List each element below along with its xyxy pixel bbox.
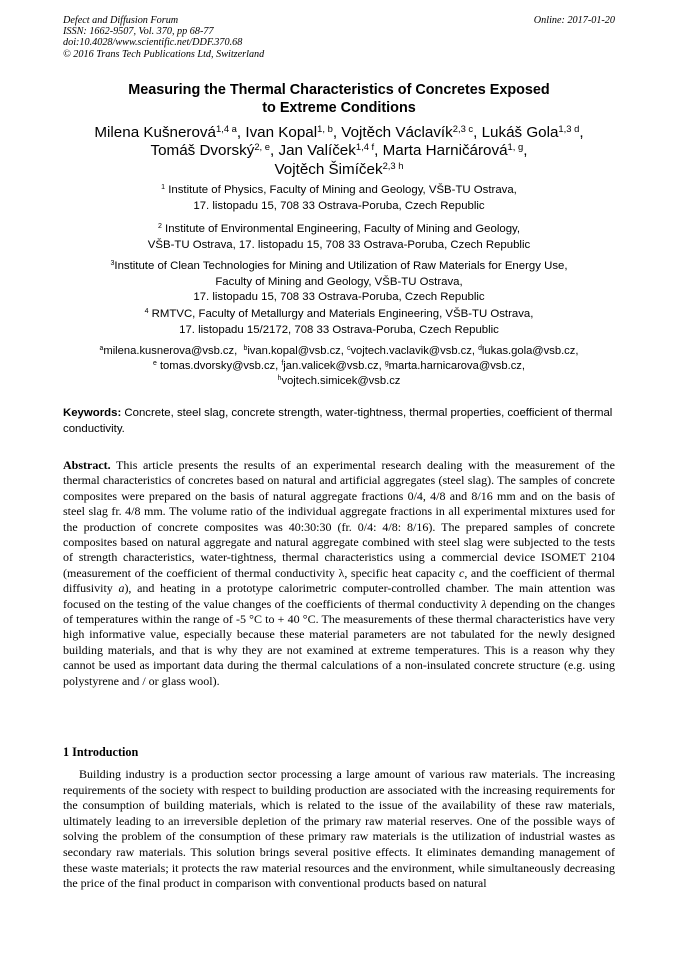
lambda-symbol: λ <box>338 565 345 580</box>
paper-title <box>63 82 615 117</box>
keywords <box>63 406 615 437</box>
lambda-symbol: λ <box>481 596 487 611</box>
affiliation-line: 17. listopadu 15, 708 33 Ostrava-Poruba, Czech Republic <box>193 199 485 212</box>
affiliation-4 <box>63 307 615 338</box>
author-sep: , <box>523 142 528 160</box>
email-sup: h <box>277 375 282 383</box>
affiliation-sup: 1 <box>161 184 166 192</box>
author-name: Marta Harničárová <box>382 142 508 160</box>
affiliation-line: Institute of Environmental Engineering, Faculty of Mining and Geology, <box>165 223 521 235</box>
journal-header <box>63 15 615 60</box>
email-address: milena.kusnerova@vsb.cz, <box>103 345 238 357</box>
affiliation-line: 17. listopadu 15/2172, 708 33 Ostrava-Poruba, Czech Republic <box>179 323 499 336</box>
email-sup: a <box>99 345 104 353</box>
email-address: marta.harnicarova@vsb.cz, <box>388 360 526 373</box>
keywords-label: Keywords: <box>63 407 122 419</box>
abstract-text: depending on the changes of temperatures within the range of -5 °C to + 40 °C. The measurements of these thermal characteristics have very high informative value, especially because these material parameters are not tabulated for the newly designed building materials, and that is why they are not examined at extreme temperatures. This is a reason why they cannot be used as important data during the thermal calculations of a non-insulated concrete structure (e.g. using polystyrene and / or glass wool). <box>63 596 616 688</box>
author-sep: , <box>236 124 246 141</box>
email-sup: f <box>281 360 284 368</box>
email-sup: g <box>384 360 389 368</box>
author-name: Jan Valíček <box>278 142 356 160</box>
author-sup: 2,3 h <box>382 159 404 171</box>
journal-issn: ISSN: 1662-9507, Vol. 370, pp 68-77 <box>63 26 214 38</box>
author-sep: , <box>374 142 383 160</box>
affiliation-sup: 4 <box>144 308 149 316</box>
affiliation-1 <box>63 183 615 214</box>
author-name: Ivan Kopal <box>245 124 318 141</box>
email-sup: d <box>478 345 482 353</box>
email-address: vojtech.vaclavik@vsb.cz, <box>350 345 475 357</box>
affiliation-3 <box>63 259 615 306</box>
affiliation-line: Institute of Clean Technologies for Mining and Utilization of Raw Materials for Energy Use, <box>114 260 568 272</box>
affiliation-line: VŠB-TU Ostrava, 17. listopadu 15, 708 33 Ostrava-Poruba, Czech Republic <box>147 238 531 251</box>
author-list <box>63 124 615 179</box>
author-name: Vojtěch Šimíček <box>274 160 383 178</box>
title-line-2: to Extreme Conditions <box>262 99 416 116</box>
author-name: Milena Kušnerová <box>94 124 216 141</box>
author-sep: , <box>473 124 482 141</box>
email-address: ivan.kopal@vsb.cz, <box>247 345 344 357</box>
email-address: tomas.dvorsky@vsb.cz, <box>159 360 279 373</box>
author-sup: 2, e <box>254 141 271 153</box>
journal-doi: doi:10.4028/www.scientific.net/DDF.370.68 <box>63 37 243 49</box>
email-sup: c <box>346 345 351 353</box>
section-heading-introduction: 1 Introduction <box>63 745 139 759</box>
affiliation-line: 17. listopadu 15, 708 33 Ostrava-Poruba, Czech Republic <box>193 291 485 304</box>
affiliation-sup: 3 <box>110 260 115 268</box>
author-sep: , <box>332 124 342 141</box>
abstract-text: , and the coefficient of thermal diffusivity <box>63 565 615 596</box>
abstract-text: This article presents the results of an experimental research dealing with the measurement of the thermal characteristics of concretes based on natural and artificial aggregates (steel slag). The samples of concrete composites were prepared on the basis of natural aggregate fractions 0/4, 4/8 and 8/16 mm and on the basis of steel slag fr. 4/8 mm. The volume ratio of the individual aggregate fractions in all experimental mixtures used for the production of concrete composites was 40:30:30 (fr. 0/4: 4/8: 8/16). The prepared samples of concrete composites based on natural aggregate and natural aggregate combined with steel slag were subjected to the tests of strength characteristics, water-tightness, thermal characteristics using a commercial device ISOMET 2104 (measurement of the coefficient of thermal conductivity <box>63 458 615 580</box>
author-sup: 1,3 d <box>558 122 580 134</box>
online-date: Online: 2017-01-20 <box>533 15 615 26</box>
abstract <box>63 458 615 689</box>
author-sup: 1,4 f <box>355 141 375 153</box>
affiliation-sup: 2 <box>157 223 162 231</box>
email-address: lukas.gola@vsb.cz, <box>481 345 579 357</box>
diffusivity-symbol: a <box>118 581 125 596</box>
author-sup: 1, g <box>507 141 524 153</box>
author-emails <box>63 344 615 390</box>
abstract-text: ), and heating in a prototype calorimetric computer-controlled chamber. The main attention was focused on the testing of the value changes of the coefficients of thermal conductivity <box>63 581 615 611</box>
email-address: vojtech.simicek@vsb.cz <box>281 375 401 388</box>
keywords-text: Concrete, steel slag, concrete strength, water-tightness, thermal properties, coefficient of thermal conductivity. <box>63 407 613 435</box>
email-address: jan.valicek@vsb.cz, <box>283 360 382 373</box>
affiliation-2 <box>63 222 615 253</box>
author-sup: 1,4 a <box>215 122 237 134</box>
heat-capacity-symbol: c <box>458 565 465 580</box>
email-sup: b <box>243 345 248 353</box>
abstract-label: Abstract. <box>63 458 111 472</box>
affiliation-line: Faculty of Mining and Geology, VŠB-TU Ostrava, <box>215 275 463 288</box>
author-name: Vojtěch Václavík <box>341 124 453 141</box>
author-sep: , <box>579 124 584 141</box>
journal-copyright: © 2016 Trans Tech Publications Ltd, Switzerland <box>63 48 265 60</box>
author-name: Lukáš Gola <box>481 124 559 141</box>
author-sup: 1, b <box>317 122 333 134</box>
email-sup: e <box>152 360 157 368</box>
title-line-1: Measuring the Thermal Characteristics of Concretes Exposed <box>128 82 550 98</box>
affiliation-line: RMTVC, Faculty of Metallurgy and Materials Engineering, VŠB-TU Ostrava, <box>151 308 534 320</box>
journal-name: Defect and Diffusion Forum <box>63 15 179 26</box>
author-sep: , <box>270 142 279 160</box>
author-sup: 2,3 c <box>452 122 474 134</box>
abstract-text: , specific heat capacity <box>344 565 459 580</box>
author-name: Tomáš Dvorský <box>150 142 255 160</box>
affiliation-line: Institute of Physics, Faculty of Mining and Geology, VŠB-TU Ostrava, <box>168 184 517 196</box>
introduction-paragraph: Building industry is a production sector processing a large amount of various raw materials. The increasing requirements of the society with respect to building production are associated with the increasing requirements for the consumption of building materials, which is related to the issue of the availability of these raw materials, ultimately leading to an irreversible depletion of the primary raw material reserves. One of the possible ways of solving the problem of the consumption of these primary raw materials is the utilization of industrial wastes as secondary raw materials. This solution brings several positive effects. It eliminates demanding management of these waste materials; it protects the raw material resources and the environment, while simultaneously decreasing the price of the final product in comparison with conventional products based on natural <box>63 767 615 891</box>
